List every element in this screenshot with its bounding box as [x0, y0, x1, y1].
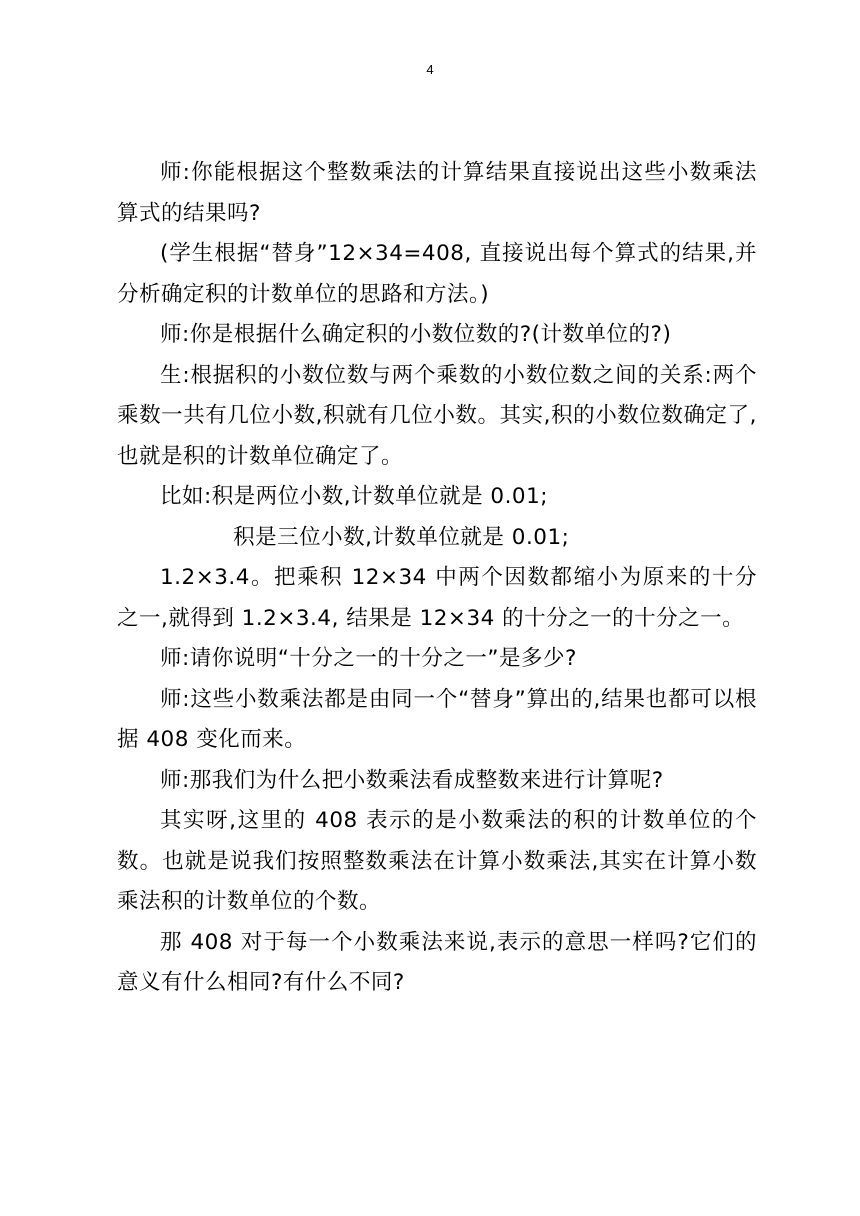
paragraph-example-three-places: 积是三位小数,计数单位就是 0.01;	[233, 524, 570, 550]
paragraph-student-activity: (学生根据“替身”12×34=408, 直接说出每个算式的结果,并分析确定积的计数单位的思路和方法。)	[117, 241, 757, 307]
paragraph-teacher-tenth-of-tenth: 师:请你说明“十分之一的十分之一”是多少?	[160, 646, 577, 671]
paragraph-teacher-decimal-places: 师:你是根据什么确定积的小数位数的?(计数单位的?)	[160, 322, 672, 347]
document-body	[117, 153, 757, 1004]
paragraph-teacher-question: 师:你能根据这个整数乘法的计算结果直接说出这些小数乘法算式的结果吗?	[117, 160, 757, 226]
paragraph-student-answer: 生:根据积的小数位数与两个乘数的小数位数之间的关系:两个乘数一共有几位小数,积就有几位小数。其实,积的小数位数确定了,也就是积的计数单位确定了。	[117, 362, 757, 469]
paragraph-example-two-places: 比如:积是两位小数,计数单位就是 0.01;	[160, 484, 549, 509]
paragraph-teacher-same-substitute: 师:这些小数乘法都是由同一个“替身”算出的,结果也都可以根据 408 变化而来。	[117, 686, 757, 752]
page-number: 4	[426, 62, 434, 77]
paragraph-question-meaning: 那 408 对于每一个小数乘法来说,表示的意思一样吗?它们的意义有什么相同?有什么不同?	[117, 929, 757, 995]
paragraph-explanation-408: 其实呀,这里的 408 表示的是小数乘法的积的计数单位的个数。也就是说我们按照整数乘法在计算小数乘法,其实在计算小数乘法积的计数单位的个数。	[117, 808, 757, 914]
paragraph-teacher-why-integer: 师:那我们为什么把小数乘法看成整数来进行计算呢?	[160, 767, 664, 793]
paragraph-multiplication-example: 1.2×3.4。把乘积 12×34 中两个因数都缩小为原来的十分之一,就得到 1.2×3.4, 结果是 12×34 的十分之一的十分之一。	[117, 565, 757, 631]
